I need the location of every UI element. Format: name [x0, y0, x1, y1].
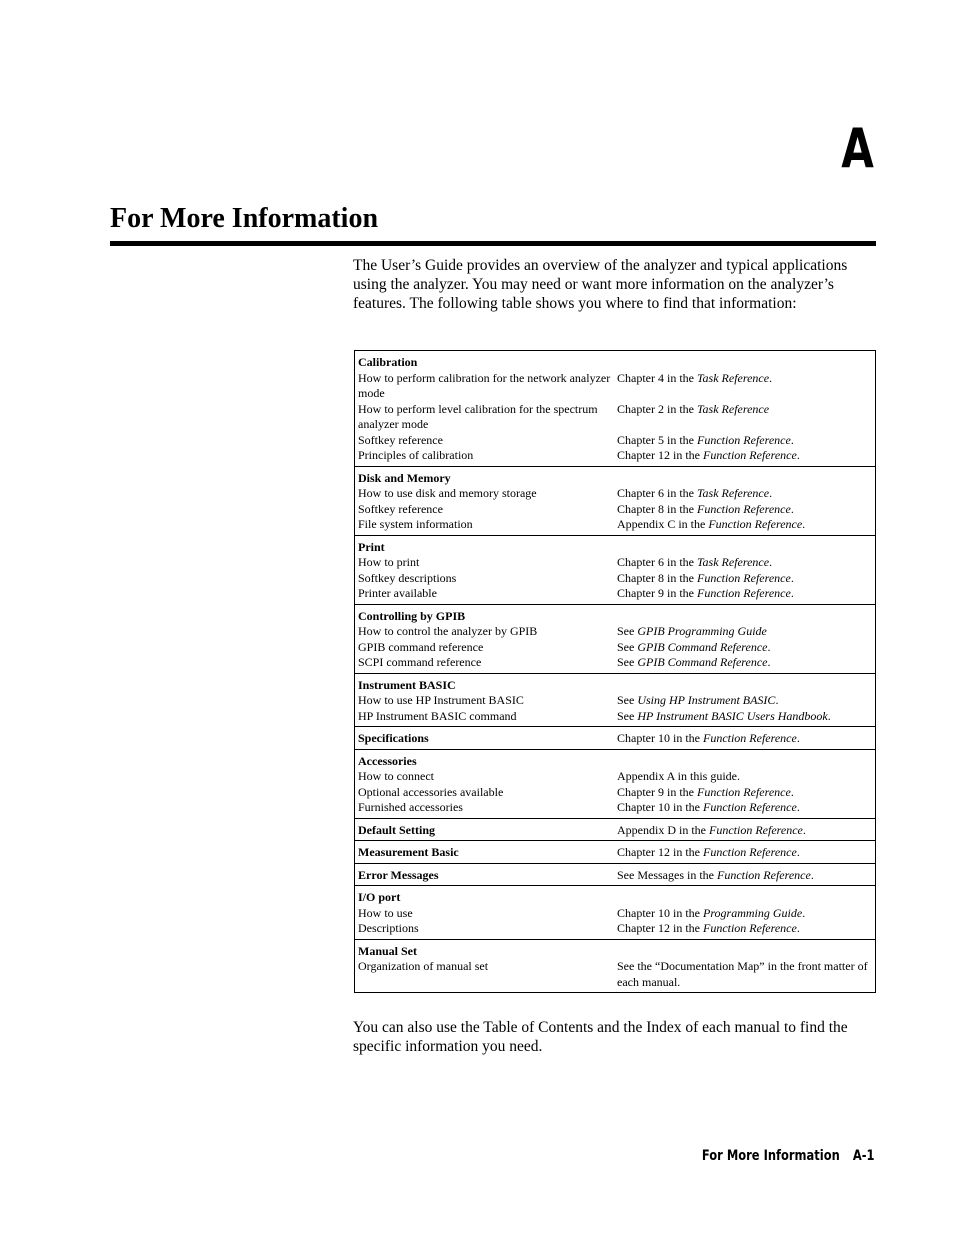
ref-prefix: See — [617, 708, 638, 723]
intro-paragraph: The User’s Guide provides an overview of the analyzer and typical applications using the analyzer. You may need or want more information on the analyzer’s features. The following table shows you where to find that information: — [353, 257, 848, 312]
ref-prefix: Chapter 10 in the — [617, 905, 703, 920]
ref-prefix: Chapter 12 in the — [617, 921, 703, 935]
ref-title: Function Reference — [709, 822, 803, 837]
reference-cell — [617, 571, 872, 587]
table-row — [358, 731, 872, 747]
reference-cell — [617, 517, 872, 533]
ref-prefix: Chapter 9 in the — [617, 586, 697, 600]
table-row — [358, 693, 872, 709]
topic-cell: Softkey reference — [358, 501, 443, 516]
ref-prefix: Chapter 6 in the — [617, 555, 697, 569]
ref-suffix: . — [802, 822, 806, 837]
section-heading: Calibration — [358, 355, 418, 369]
ref-suffix: . — [810, 867, 814, 882]
ref-suffix: . — [775, 693, 779, 707]
topic-cell: Furnished accessories — [358, 800, 463, 814]
reference-cell — [617, 555, 872, 571]
topic-cell: How to use — [358, 905, 413, 920]
section-heading: I/O port — [358, 890, 401, 904]
ref-prefix: Chapter 6 in the — [617, 486, 697, 500]
ref-prefix: Appendix A in this guide. — [617, 769, 740, 783]
topic-cell: Descriptions — [358, 921, 419, 935]
table-row — [358, 555, 872, 571]
reference-cell — [617, 586, 872, 602]
topic-cell: How to use HP Instrument BASIC — [358, 693, 524, 707]
section-heading: Specifications — [358, 731, 429, 745]
table-row — [358, 371, 872, 402]
table-section — [355, 749, 875, 818]
ref-prefix: Chapter 8 in the — [617, 570, 697, 585]
topic-cell: How to perform calibration for the network analyzer mode — [358, 370, 611, 400]
ref-title: Using HP Instrument BASIC — [637, 693, 776, 707]
section-heading: Default Setting — [358, 822, 435, 837]
ref-suffix: . — [796, 845, 800, 859]
section-heading: Measurement Basic — [358, 845, 459, 859]
ref-prefix: Chapter 12 in the — [617, 845, 703, 859]
reference-cell — [617, 785, 872, 801]
ref-suffix: . — [796, 800, 800, 814]
ref-prefix: See Messages in the — [617, 867, 717, 882]
ref-suffix: . — [796, 448, 800, 462]
ref-title: GPIB Command Reference — [637, 639, 768, 654]
ref-suffix: . — [796, 921, 800, 935]
reference-cell — [617, 486, 872, 502]
topic-cell: Principles of calibration — [358, 448, 474, 462]
ref-prefix: See — [617, 639, 638, 654]
ref-prefix: Chapter 2 in the — [617, 401, 697, 416]
ref-title: Function Reference — [696, 501, 791, 516]
ref-title: Function Reference — [696, 432, 791, 447]
reference-cell — [617, 402, 872, 433]
table-section — [355, 863, 875, 886]
ref-suffix: . — [790, 501, 794, 516]
ref-prefix: See — [617, 655, 638, 669]
reference-cell — [617, 845, 872, 861]
section-heading: Disk and Memory — [358, 470, 451, 485]
table-section — [355, 466, 875, 535]
ref-prefix: Chapter 5 in the — [617, 432, 697, 447]
topic-cell: How to control the analyzer by GPIB — [358, 624, 538, 638]
reference-cell — [617, 624, 872, 640]
ref-title: Function Reference — [702, 921, 797, 935]
reference-cell — [617, 921, 872, 937]
table-row — [358, 921, 872, 937]
information-table — [354, 350, 876, 993]
topic-cell: How to print — [358, 555, 420, 569]
chapter-letter: A — [841, 117, 874, 180]
footer-title: For More Information — [702, 1148, 841, 1164]
reference-cell — [617, 433, 872, 449]
reference-cell — [617, 371, 872, 402]
table-row — [358, 769, 872, 785]
reference-cell — [617, 823, 872, 839]
ref-prefix: Appendix C in the — [617, 517, 709, 531]
table-section — [355, 939, 875, 993]
ref-title: Function Reference — [702, 800, 797, 814]
ref-title: Function Reference — [696, 784, 791, 799]
reference-cell — [617, 800, 872, 816]
ref-suffix: . — [769, 370, 773, 385]
ref-suffix: . — [790, 784, 794, 799]
table-row — [358, 624, 872, 640]
reference-cell — [617, 959, 872, 990]
table-section — [355, 885, 875, 939]
reference-cell — [617, 655, 872, 671]
topic-cell: Softkey descriptions — [358, 570, 457, 585]
ref-prefix: Chapter 4 in the — [617, 370, 697, 385]
table-section — [355, 840, 875, 863]
table-row — [358, 571, 872, 587]
ref-suffix: . — [802, 905, 806, 920]
topic-cell: Printer available — [358, 586, 437, 600]
ref-prefix: Chapter 9 in the — [617, 784, 697, 799]
section-heading: Instrument BASIC — [358, 677, 456, 692]
ref-suffix: . — [802, 517, 806, 531]
ref-title: HP Instrument BASIC Users Handbook — [637, 708, 828, 723]
reference-cell — [617, 731, 872, 747]
table-section — [355, 604, 875, 673]
ref-title: Function Reference — [696, 570, 791, 585]
reference-cell — [617, 709, 872, 725]
topic-cell: How to perform level calibration for the spectrum analyzer mode — [358, 401, 598, 431]
ref-suffix: . — [769, 555, 773, 569]
table-section — [355, 673, 875, 727]
table-row — [358, 906, 872, 922]
table-row — [358, 448, 872, 464]
topic-cell: HP Instrument BASIC command — [358, 708, 517, 723]
table-row — [358, 785, 872, 801]
page-title: For More Information — [110, 203, 379, 234]
table-section — [355, 726, 875, 749]
ref-prefix: Chapter 8 in the — [617, 501, 697, 516]
ref-title: Task Reference — [696, 401, 770, 416]
table-row — [358, 800, 872, 816]
section-heading: Accessories — [358, 753, 417, 768]
ref-prefix: Appendix D in the — [617, 822, 709, 837]
reference-cell — [617, 448, 872, 464]
ref-title: GPIB Programming Guide — [637, 624, 767, 638]
ref-prefix: See — [617, 693, 638, 707]
table-section — [355, 818, 875, 841]
ref-prefix: Chapter 10 in the — [617, 731, 703, 745]
section-heading: Manual Set — [358, 943, 418, 958]
topic-cell: Optional accessories available — [358, 784, 504, 799]
topic-cell: File system information — [358, 517, 473, 531]
table-row — [358, 502, 872, 518]
topic-cell: Softkey reference — [358, 432, 443, 447]
ref-title: Function Reference — [702, 448, 797, 462]
ref-suffix: . — [796, 731, 800, 745]
topic-cell: Organization of manual set — [358, 959, 489, 973]
ref-title: Task Reference — [696, 370, 770, 385]
topic-cell: How to connect — [358, 769, 434, 783]
ref-title: Function Reference — [716, 867, 811, 882]
ref-suffix: . — [769, 486, 773, 500]
reference-cell — [617, 769, 872, 785]
ref-title: Function Reference — [702, 845, 797, 859]
topic-cell: GPIB command reference — [358, 639, 484, 654]
ref-prefix: See — [617, 624, 638, 638]
section-heading: Print — [358, 539, 385, 554]
ref-title: Task Reference — [696, 555, 770, 569]
page-number: A-1 — [853, 1148, 875, 1164]
closing-paragraph: You can also use the Table of Contents and the Index of each manual to find the specific information you need. — [353, 1019, 848, 1055]
ref-suffix: . — [767, 639, 771, 654]
table-row — [358, 709, 872, 725]
section-heading: Controlling by GPIB — [358, 608, 466, 623]
table-row — [358, 823, 872, 839]
page-footer — [702, 1147, 875, 1165]
reference-cell — [617, 693, 872, 709]
reference-cell — [617, 502, 872, 518]
ref-title: GPIB Command Reference — [637, 655, 768, 669]
ref-prefix: Chapter 12 in the — [617, 448, 703, 462]
table-row — [358, 959, 872, 990]
table-row — [358, 402, 872, 433]
table-row — [358, 586, 872, 602]
title-rule — [110, 241, 876, 246]
table-row — [358, 517, 872, 533]
ref-title: Task Reference — [696, 486, 770, 500]
ref-title: Programming Guide — [702, 905, 803, 920]
ref-prefix: Chapter 10 in the — [617, 800, 703, 814]
ref-suffix: . — [827, 708, 831, 723]
table-row — [358, 845, 872, 861]
ref-title: Function Reference — [696, 586, 791, 600]
ref-suffix: . — [790, 586, 794, 600]
table-section — [355, 535, 875, 604]
ref-title: Function Reference — [708, 517, 803, 531]
reference-cell — [617, 868, 872, 884]
table-row — [358, 868, 872, 884]
section-heading: Error Messages — [358, 867, 439, 882]
ref-suffix: . — [790, 432, 794, 447]
ref-title: Function Reference — [702, 731, 797, 745]
table-row — [358, 640, 872, 656]
reference-cell — [617, 906, 872, 922]
topic-cell: SCPI command reference — [358, 655, 482, 669]
table-row — [358, 655, 872, 671]
ref-suffix: . — [767, 655, 771, 669]
topic-cell: How to use disk and memory storage — [358, 486, 537, 500]
table-row — [358, 433, 872, 449]
reference-cell — [617, 640, 872, 656]
ref-suffix: . — [790, 570, 794, 585]
table-section — [355, 351, 875, 466]
table-row — [358, 486, 872, 502]
ref-prefix: See the “Documentation Map” in the front matter of each manual. — [617, 959, 868, 989]
